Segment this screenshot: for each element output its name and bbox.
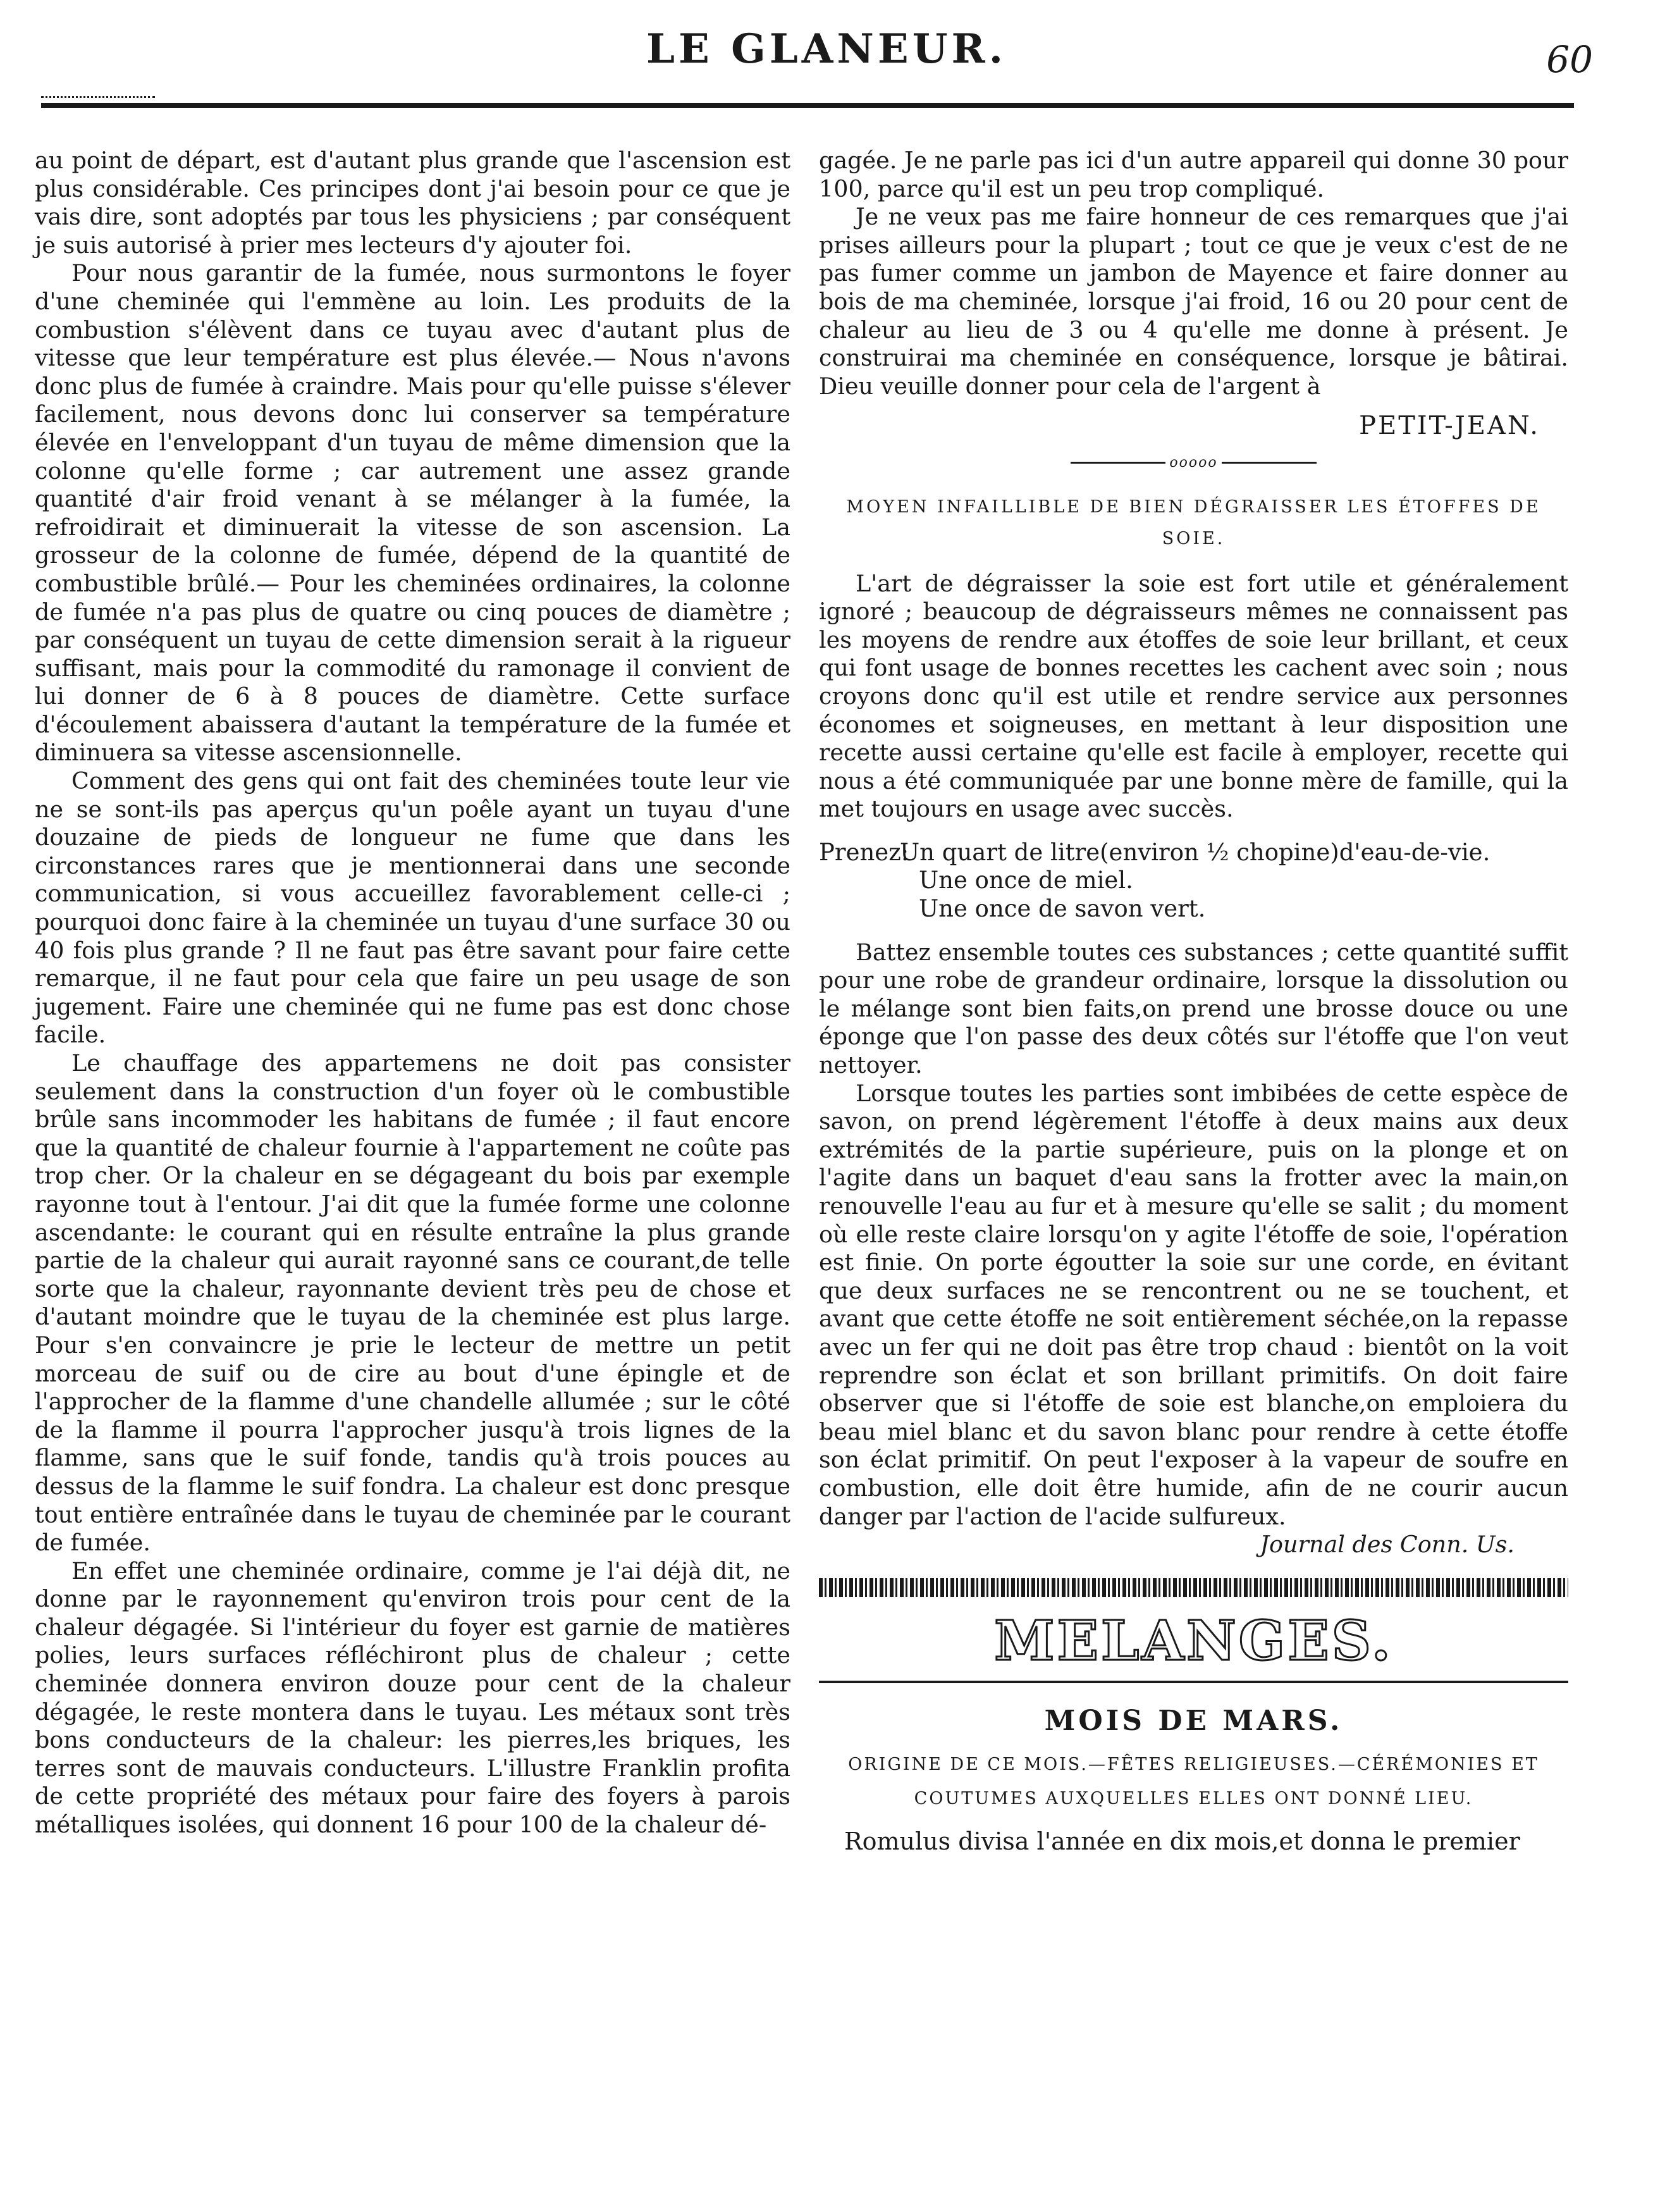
paragraph: Battez ensemble toutes ces substances ; cette quantité suffit pour une robe de grandeur ordinaire, lorsque la dissolution ou le mélange sont bien faits,on prend une brosse douce ou une éponge que l'on passe des deux côtés sur l'étoffe que l'on veut nettoyer. [819, 938, 1568, 1079]
journal-title: LE GLANEUR. [646, 25, 1007, 73]
recipe-label: Prenez: [819, 838, 909, 866]
paragraph: L'art de dégraisser la soie est fort utile et généralement ignoré ; beaucoup de dégraisseurs mêmes ne connaissent pas les moyens de rendre aux étoffes de soie leur brillant, et ceux qui font usage de bonnes recettes les cachent avec soin ; nous croyons donc qu'il est utile et rendre service aux personnes économes et soigneuses, en mettant à leur disposition une recette aussi certaine qu'elle est facile à employer, recette qui nous a été communiquée par une bonne mère de famille, qui la met toujours en usage avec succès. [819, 569, 1568, 823]
recipe [819, 839, 1568, 924]
masthead [0, 0, 1653, 127]
paragraph: Je ne veux pas me faire honneur de ces remarques que j'ai prises ailleurs pour la plupart ; tout ce que je veux c'est de ne pas fumer comme un jambon de Mayence et faire donner au bois de ma cheminée, lorsque j'ai froid, 16 ou 20 pour cent de chaleur au lieu de 3 ou 4 qu'elle me donne à présent. Je construirai ma cheminée en conséquence, lorsque je bâtirai. Dieu veuille donner pour cela de l'argent à [819, 203, 1568, 400]
header-ornament [41, 96, 155, 98]
header-rule [41, 103, 1574, 108]
section-separator: ooooo [819, 449, 1568, 478]
left-column [35, 147, 790, 1839]
recipe-item: Un quart de litre(environ ½ chopine)d'eau-de-vie. [900, 838, 1490, 866]
paragraph: Le chauffage des appartemens ne doit pas consister seulement dans la construction d'un foyer où le combustible brûle sans incommoder les habitans de fumée ; il faut encore que la quantité de chaleur fournie à l'appartement ne coûte pas trop cher. Or la chaleur en se dégageant du bois par exemple rayonne tout à l'entour. J'ai dit que la fumée forme une colonne ascendante: le courant qui en résulte entraîne la plus grande partie de la chaleur qui aurait rayonné sans ce courant,de telle sorte que la chaleur, rayonnante devient très peu de chose et d'autant moindre que le tuyau de la cheminée est plus large. Pour s'en convaincre je prie le lecteur de mettre un petit morceau de suif ou de cire au bout d'une épingle et de l'approcher de la flamme d'une chandelle allumée ; sur le côté de la flamme il pourra l'approcher jusqu'à trois lignes de la flamme, sans que le suif fonde, tandis qu'à trois pouces au dessus de la flamme le suif fondra. La chaleur est donc presque tout entière entraînée dans le tuyau de cheminée par le courant de fumée. [35, 1049, 790, 1557]
paragraph: gagée. Je ne parle pas ici d'un autre appareil qui donne 30 pour 100, parce qu'il est un peu trop compliqué. [819, 147, 1568, 202]
recipe-item: Une once de miel. [919, 867, 1133, 894]
source-citation: Journal des Conn. Us. [1260, 1531, 1515, 1559]
subheading: MOIS DE MARS. [1044, 1704, 1343, 1737]
subtitle: ORIGINE DE CE MOIS.—FÊTES RELIGIEUSES.—CÉRÉMONIES ET COUTUMES AUXQUELLES ELLES ONT DONNÉ LIEU. [848, 1755, 1539, 1809]
paragraph: Lorsque toutes les parties sont imbibées de cette espèce de savon, on prend légèrement l'étoffe à deux mains aux deux extrémités de la partie supérieure, puis on la plonge et on l'agite dans un baquet d'eau sans la frotter avec la main,on renouvelle l'eau au fur et à mesure qu'elle se salit ; du moment où elle reste claire lorsqu'on y agite l'étoffe de soie, l'opération est finie. On porte égoutter la soie sur une corde, en évitant que deux surfaces ne se rencontrent ou ne se touchent, et avant que cette étoffe ne soit entièrement séchée,on la repasse avec un fer qui ne doit pas être trop chaud : bientôt on la voit reprendre son éclat et son brillant primitifs. On doit faire observer que si l'étoffe de soie est blanche,on emploiera du beau miel blanc et du savon blanc pour rendre à cette étoffe son éclat primitif. On peut l'exposer à la vapeur de soufre en combustion, elle doit être humide, afin de ne courir aucun danger par l'action de l'acide sulfureux. [819, 1079, 1568, 1530]
section-rule [819, 1681, 1568, 1683]
page-number: 60 [1546, 38, 1593, 81]
recipe-item: Une once de savon vert. [919, 895, 1206, 923]
author-signature: PETIT-JEAN. [1359, 411, 1540, 441]
paragraph: Romulus divisa l'année en dix mois,et donna le premier [844, 1827, 1520, 1856]
paragraph: au point de départ, est d'autant plus grande que l'ascension est plus considérable. Ces principes dont j'ai besoin pour ce que je vais dire, sont adoptés par tous les physiciens ; par conséquent je suis autorisé à prier mes lecteurs d'y ajouter foi. [35, 147, 790, 259]
paragraph: Comment des gens qui ont fait des cheminées toute leur vie ne se sont-ils pas aperçus qu'un poêle ayant un tuyau d'une douzaine de pieds de longueur ne fume que dans les circonstances rares que je mentionnerai dans une seconde communication, si vous accueillez favorablement celle-ci ; pourquoi donc faire à la cheminée un tuyau d'une surface 30 ou 40 fois plus grande ? Il ne faut pas être savant pour faire cette remarque, il ne faut pour cela que faire un peu usage de son jugement. Faire une cheminée qui ne fume pas est donc chose facile. [35, 767, 790, 1049]
paragraph: En effet une cheminée ordinaire, comme je l'ai déjà dit, ne donne par le rayonnement qu'environ trois pour cent de la chaleur dégagée. Si l'intérieur du foyer est garnie de matières polies, leurs surfaces réfléchiront plus de chaleur ; cette cheminée donnera environ douze pour cent de la chaleur dégagée, le reste montera dans le tuyau. Les métaux sont très bons conducteurs de la chaleur: les pierres,les briques, les terres sont de mauvais conducteurs. L'illustre Franklin profita de cette propriété des métaux pour faire des foyers à parois métalliques isolées, qui donnent 16 pour 100 de la chaleur dé- [35, 1557, 790, 1839]
paragraph: Pour nous garantir de la fumée, nous surmontons le foyer d'une cheminée qui l'emmène au loin. Les produits de la combustion s'élèvent dans ce tuyau avec d'autant plus de vitesse que leur température est plus élevée.— Nous n'avons donc plus de fumée à craindre. Mais pour qu'elle puisse s'élever facilement, nous devons donc lui conserver sa température élevée en l'enveloppant d'un tuyau de même dimension que la colonne qu'elle forme ; car autrement une assez grande quantité d'air froid venant à se mélanger à la fumée, la refroidirait et diminuerait la vitesse de son ascension. La grosseur de la colonne de fumée, dépend de la quantité de combustible brûlé.— Pour les cheminées ordinaires, la colonne de fumée n'a pas plus de quatre ou cinq pouces de diamètre ; par conséquent un tuyau de cette dimension serait à la rigueur suffisant, mais pour la commodité du ramonage il convient de lui donner de 6 à 8 pouces de diamètre. Cette surface d'écoulement abaissera d'autant la température de la fumée et diminuera sa vitesse ascensionnelle. [35, 259, 790, 767]
section-heading: MELANGES. [994, 1609, 1393, 1673]
ornamental-band [819, 1578, 1568, 1597]
right-column [819, 147, 1568, 1856]
article-title: MOYEN INFAILLIBLE DE BIEN DÉGRAISSER LES ÉTOFFES DE SOIE. [846, 497, 1541, 548]
